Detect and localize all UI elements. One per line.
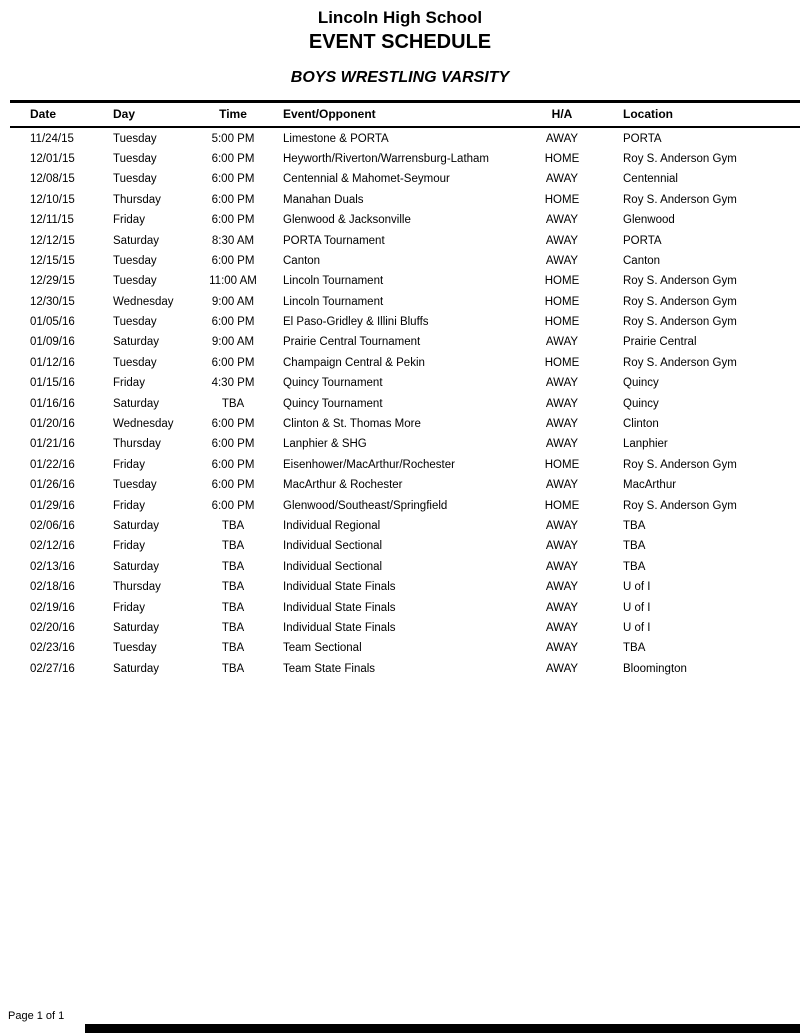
- table-row: [10, 659, 800, 679]
- table-cell: HOME: [544, 458, 580, 471]
- table-cell: 6:00 PM: [211, 499, 255, 512]
- table-cell: Individual Sectional: [283, 560, 383, 573]
- table-cell: Tuesday: [113, 254, 157, 267]
- table-cell: AWAY: [545, 254, 579, 267]
- table-cell: Heyworth/Riverton/Warrensburg-Latham: [283, 152, 490, 165]
- table-cell: Friday: [113, 214, 145, 227]
- table-row: [10, 373, 800, 393]
- table-cell: TBA: [221, 581, 245, 594]
- column-header-ha: H/A: [527, 102, 597, 128]
- table-cell: Tuesday: [113, 316, 157, 329]
- table-cell: Canton: [283, 254, 321, 267]
- table-cell: Individual Sectional: [283, 540, 383, 553]
- table-cell: 02/27/16: [30, 662, 75, 675]
- table-cell: Roy S. Anderson Gym: [623, 152, 737, 165]
- table-cell: U of I: [623, 601, 651, 614]
- table-cell: 11:00 AM: [209, 275, 257, 288]
- table-cell: AWAY: [545, 601, 579, 614]
- table-cell: Manahan Duals: [283, 193, 364, 206]
- table-cell: Quincy: [623, 397, 659, 410]
- table-cell: HOME: [544, 295, 580, 308]
- table-cell: AWAY: [545, 132, 579, 145]
- table-cell: Individual State Finals: [283, 581, 396, 594]
- table-cell: AWAY: [545, 418, 579, 431]
- table-cell: Roy S. Anderson Gym: [623, 458, 737, 471]
- table-cell: Saturday: [113, 560, 160, 573]
- table-cell: Friday: [113, 377, 145, 390]
- table-cell: HOME: [544, 356, 580, 369]
- table-cell: 01/20/16: [30, 418, 75, 431]
- table-cell: Individual State Finals: [283, 601, 396, 614]
- table-row: [10, 353, 800, 373]
- table-cell: 02/18/16: [30, 581, 75, 594]
- table-cell: Clinton: [623, 418, 659, 431]
- table-cell: 5:00 PM: [211, 132, 255, 145]
- table-cell: TBA: [221, 540, 245, 553]
- table-cell: 12/01/15: [30, 152, 75, 165]
- page-number-label: Page 1 of 1: [8, 1010, 65, 1022]
- table-cell: 6:00 PM: [211, 418, 255, 431]
- table-cell: 02/19/16: [30, 601, 75, 614]
- table-cell: 6:00 PM: [211, 356, 255, 369]
- table-cell: 01/15/16: [30, 377, 75, 390]
- table-cell: 6:00 PM: [211, 214, 255, 227]
- page-header: [0, 0, 800, 87]
- table-cell: 6:00 PM: [211, 173, 255, 186]
- page-subtitle: BOYS WRESTLING VARSITY: [290, 69, 510, 87]
- table-row: [10, 455, 800, 475]
- table-cell: AWAY: [545, 377, 579, 390]
- table-cell: Centennial: [623, 173, 678, 186]
- table-cell: Saturday: [113, 662, 160, 675]
- table-cell: MacArthur & Rochester: [283, 479, 403, 492]
- table-cell: Champaign Central & Pekin: [283, 356, 425, 369]
- table-cell: 9:00 AM: [211, 336, 255, 349]
- table-row: [10, 230, 800, 250]
- table-cell: Tuesday: [113, 356, 157, 369]
- table-row: [10, 292, 800, 312]
- table-row: [10, 495, 800, 515]
- table-cell: TBA: [623, 560, 646, 573]
- table-cell: 01/16/16: [30, 397, 75, 410]
- table-cell: 6:00 PM: [211, 254, 255, 267]
- table-cell: El Paso-Gridley & Illini Bluffs: [283, 316, 429, 329]
- table-row: [10, 210, 800, 230]
- table-row: [10, 127, 800, 148]
- table-cell: Glenwood/Southeast/Springfield: [283, 499, 448, 512]
- table-cell: AWAY: [545, 662, 579, 675]
- table-cell: Thursday: [113, 581, 161, 594]
- table-cell: Limestone & PORTA: [283, 132, 389, 145]
- table-cell: 01/12/16: [30, 356, 75, 369]
- table-cell: 01/09/16: [30, 336, 75, 349]
- table-cell: 02/23/16: [30, 642, 75, 655]
- table-cell: Saturday: [113, 234, 160, 247]
- table-header-row: [10, 102, 800, 128]
- table-cell: Lanphier: [623, 438, 668, 451]
- table-cell: U of I: [623, 581, 651, 594]
- school-name: Lincoln High School: [317, 8, 483, 27]
- table-cell: Tuesday: [113, 132, 157, 145]
- page-footer: [0, 1007, 800, 1033]
- table-cell: Eisenhower/MacArthur/Rochester: [283, 458, 455, 471]
- column-header-time: Time: [183, 102, 283, 128]
- table-cell: AWAY: [545, 336, 579, 349]
- table-cell: 6:00 PM: [211, 479, 255, 492]
- table-cell: 01/29/16: [30, 499, 75, 512]
- table-cell: 11/24/15: [30, 132, 74, 145]
- table-cell: 01/22/16: [30, 458, 75, 471]
- table-row: [10, 557, 800, 577]
- table-cell: U of I: [623, 621, 651, 634]
- table-cell: HOME: [544, 193, 580, 206]
- schedule-body: [10, 127, 800, 679]
- table-cell: TBA: [221, 560, 245, 573]
- table-cell: Friday: [113, 499, 145, 512]
- table-row: [10, 434, 800, 454]
- table-cell: Tuesday: [113, 642, 157, 655]
- table-cell: Saturday: [113, 520, 160, 532]
- table-cell: TBA: [623, 540, 646, 553]
- table-cell: 02/13/16: [30, 560, 75, 573]
- table-cell: Quincy: [623, 377, 659, 390]
- table-cell: Roy S. Anderson Gym: [623, 499, 737, 512]
- table-cell: 6:00 PM: [211, 193, 255, 206]
- table-row: [10, 475, 800, 495]
- table-cell: TBA: [221, 642, 245, 655]
- table-cell: Wednesday: [113, 418, 174, 431]
- column-header-event: Event/Opponent: [283, 102, 527, 128]
- table-cell: Tuesday: [113, 152, 157, 165]
- table-cell: AWAY: [545, 560, 579, 573]
- table-cell: Centennial & Mahomet-Seymour: [283, 173, 450, 186]
- table-cell: 01/21/16: [30, 438, 75, 451]
- table-cell: Thursday: [113, 438, 161, 451]
- table-cell: AWAY: [545, 621, 579, 634]
- table-cell: Saturday: [113, 621, 160, 634]
- table-cell: Team Sectional: [283, 642, 362, 655]
- column-header-day: Day: [105, 102, 183, 128]
- table-cell: Friday: [113, 601, 145, 614]
- table-cell: AWAY: [545, 234, 579, 247]
- table-cell: AWAY: [545, 520, 579, 532]
- table-cell: MacArthur: [623, 479, 677, 492]
- table-cell: 01/05/16: [30, 316, 75, 329]
- table-cell: TBA: [221, 601, 245, 614]
- table-cell: 12/15/15: [30, 254, 75, 267]
- page-title: EVENT SCHEDULE: [308, 31, 492, 54]
- table-cell: Lanphier & SHG: [283, 438, 367, 451]
- table-cell: PORTA: [623, 234, 662, 247]
- table-cell: 9:00 AM: [211, 295, 255, 308]
- table-cell: TBA: [623, 520, 646, 532]
- table-cell: Saturday: [113, 397, 160, 410]
- table-cell: 6:00 PM: [211, 316, 255, 329]
- table-cell: 02/06/16: [30, 520, 75, 532]
- table-row: [10, 251, 800, 271]
- table-cell: Individual State Finals: [283, 621, 396, 634]
- table-cell: TBA: [221, 397, 245, 410]
- table-cell: 02/20/16: [30, 621, 75, 634]
- table-cell: Tuesday: [113, 479, 157, 492]
- table-cell: Roy S. Anderson Gym: [623, 295, 737, 308]
- table-row: [10, 149, 800, 169]
- table-cell: 12/11/15: [30, 214, 74, 227]
- table-cell: PORTA Tournament: [283, 234, 385, 247]
- table-row: [10, 169, 800, 189]
- table-cell: TBA: [221, 621, 245, 634]
- table-cell: 8:30 AM: [211, 234, 255, 247]
- table-cell: Thursday: [113, 193, 161, 206]
- table-cell: PORTA: [623, 132, 662, 145]
- table-cell: 6:00 PM: [211, 458, 255, 471]
- table-cell: Glenwood & Jacksonville: [283, 214, 411, 227]
- table-row: [10, 536, 800, 556]
- table-row: [10, 516, 800, 536]
- table-row: [10, 271, 800, 291]
- table-cell: 12/30/15: [30, 295, 75, 308]
- table-cell: 02/12/16: [30, 540, 75, 553]
- table-row: [10, 638, 800, 658]
- table-cell: Canton: [623, 254, 661, 267]
- table-row: [10, 577, 800, 597]
- table-cell: Glenwood: [623, 214, 675, 227]
- table-cell: Friday: [113, 540, 145, 553]
- table-row: [10, 312, 800, 332]
- table-cell: AWAY: [545, 214, 579, 227]
- table-cell: Tuesday: [113, 275, 157, 288]
- table-cell: 12/10/15: [30, 193, 75, 206]
- table-cell: Lincoln Tournament: [283, 295, 384, 308]
- table-cell: 6:00 PM: [211, 152, 255, 165]
- table-cell: AWAY: [545, 479, 579, 492]
- table-cell: Saturday: [113, 336, 160, 349]
- table-cell: AWAY: [545, 540, 579, 553]
- table-cell: Prairie Central: [623, 336, 697, 349]
- table-cell: Roy S. Anderson Gym: [623, 275, 737, 288]
- table-cell: Quincy Tournament: [283, 377, 383, 390]
- table-cell: 12/08/15: [30, 173, 75, 186]
- table-cell: TBA: [221, 520, 245, 532]
- table-cell: Friday: [113, 458, 145, 471]
- table-cell: AWAY: [545, 581, 579, 594]
- table-cell: Prairie Central Tournament: [283, 336, 421, 349]
- table-header: [10, 102, 800, 128]
- table-cell: Quincy Tournament: [283, 397, 383, 410]
- table-row: [10, 190, 800, 210]
- table-cell: 01/26/16: [30, 479, 75, 492]
- table-row: [10, 332, 800, 352]
- footer-bar: [85, 1024, 800, 1033]
- table-row: [10, 414, 800, 434]
- table-cell: 4:30 PM: [211, 377, 255, 390]
- table-cell: Individual Regional: [283, 520, 381, 532]
- table-cell: HOME: [544, 316, 580, 329]
- table-cell: TBA: [623, 642, 646, 655]
- table-cell: 12/12/15: [30, 234, 75, 247]
- table-cell: Team State Finals: [283, 662, 376, 675]
- table-cell: Roy S. Anderson Gym: [623, 316, 737, 329]
- table-cell: HOME: [544, 275, 580, 288]
- table-cell: Roy S. Anderson Gym: [623, 356, 737, 369]
- table-cell: 6:00 PM: [211, 438, 255, 451]
- table-cell: Bloomington: [623, 662, 687, 675]
- table-cell: Roy S. Anderson Gym: [623, 193, 737, 206]
- table-cell: Wednesday: [113, 295, 174, 308]
- table-cell: HOME: [544, 152, 580, 165]
- table-cell: AWAY: [545, 397, 579, 410]
- column-header-date: Date: [10, 102, 105, 128]
- table-cell: 12/29/15: [30, 275, 75, 288]
- table-row: [10, 618, 800, 638]
- table-cell: AWAY: [545, 642, 579, 655]
- event-schedule-table: [10, 100, 800, 679]
- table-cell: AWAY: [545, 438, 579, 451]
- column-header-location: Location: [597, 102, 800, 128]
- table-cell: Clinton & St. Thomas More: [283, 418, 421, 431]
- table-cell: HOME: [544, 499, 580, 512]
- table-row: [10, 597, 800, 617]
- table-cell: AWAY: [545, 173, 579, 186]
- table-row: [10, 393, 800, 413]
- table-cell: Tuesday: [113, 173, 157, 186]
- table-cell: TBA: [221, 662, 245, 675]
- table-cell: Lincoln Tournament: [283, 275, 384, 288]
